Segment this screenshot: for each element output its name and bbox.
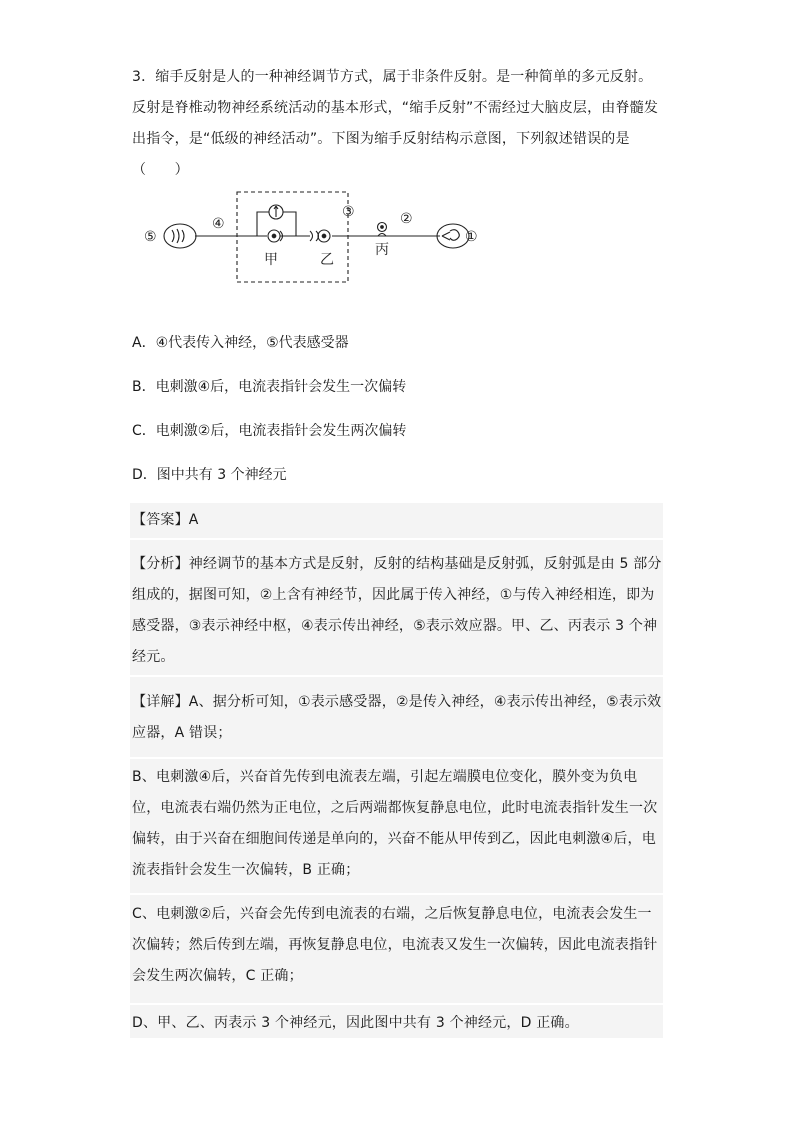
divider <box>130 893 663 895</box>
question-stem: 3．缩手反射是人的一种神经调节方式，属于非条件反射。是一种简单的多元反射。反射是脊椎动物神经系统活动的基本形式，“缩手反射”不需经过大脑皮层，由脊髓发出指令，是“低级的神经活动”。下图为缩手反射结构示意图，下列叙述错误的是（ ） <box>132 69 659 178</box>
option-a: A．④代表传入神经，⑤代表感受器 <box>132 335 349 351</box>
label-2: ② <box>400 211 413 227</box>
divider <box>130 538 663 540</box>
label-jia: 甲 <box>264 252 278 268</box>
divider <box>130 675 663 677</box>
divider <box>130 1003 663 1005</box>
option-b: B．电刺激④后，电流表指针会发生一次偏转 <box>132 379 407 395</box>
option-d: D．图中共有 3 个神经元 <box>132 467 287 483</box>
label-1: ① <box>465 229 478 245</box>
effector-fibers <box>172 229 184 243</box>
label-4: ④ <box>212 216 225 232</box>
answer-line: 【答案】A <box>132 512 199 528</box>
detail-a-paragraph: 【详解】A、据分析可知，①表示感受器，②是传入神经，④表示传出神经，⑤表示效应器，A 错误； <box>132 694 662 741</box>
detail-d-paragraph: D、甲、乙、丙表示 3 个神经元，因此图中共有 3 个神经元，D 正确。 <box>132 1015 579 1031</box>
receptor-coil <box>450 230 459 241</box>
analysis-paragraph: 【分析】神经调节的基本方式是反射，反射的结构基础是反射弧，反射弧是由 5 部分组成的，据图可知，②上含有神经节，因此属于传入神经，①与传入神经相连，即为感受器，③表示神经中枢，④表示传出神经，⑤表示效应器。甲、乙、丙表示 3 个神经元。 <box>132 556 662 665</box>
option-c: C．电刺激②后，电流表指针会发生两次偏转 <box>132 423 407 439</box>
detail-c-paragraph: C、电刺激②后，兴奋会先传到电流表的右端，之后恢复静息电位，电流表会发生一次偏转；然后传到左端，再恢复静息电位，电流表又发生一次偏转，因此电流表指针会发生两次偏转，C 正确； <box>132 906 658 984</box>
galvanometer-left-lead <box>257 212 269 236</box>
label-3: ③ <box>342 204 355 220</box>
label-bing: 丙 <box>375 242 389 258</box>
nerve-center-box <box>237 192 348 282</box>
label-5: ⑤ <box>144 229 157 245</box>
label-yi: 乙 <box>320 252 334 268</box>
detail-b-paragraph: B、电刺激④后，兴奋首先传到电流表左端，引起左端膜电位变化，膜外变为负电位，电流表右端仍然为正电位，之后两端都恢复静息电位，此时电流表指针发生一次偏转，由于兴奋在细胞间传递是单向的，兴奋不能从甲传到乙，因此电刺激④后，电流表指针会发生一次偏转，B 正确； <box>132 769 658 878</box>
reflex-arc-diagram <box>140 185 500 290</box>
effector-shape <box>164 224 196 248</box>
galvanometer-right-lead <box>283 212 296 236</box>
divider <box>130 757 663 759</box>
